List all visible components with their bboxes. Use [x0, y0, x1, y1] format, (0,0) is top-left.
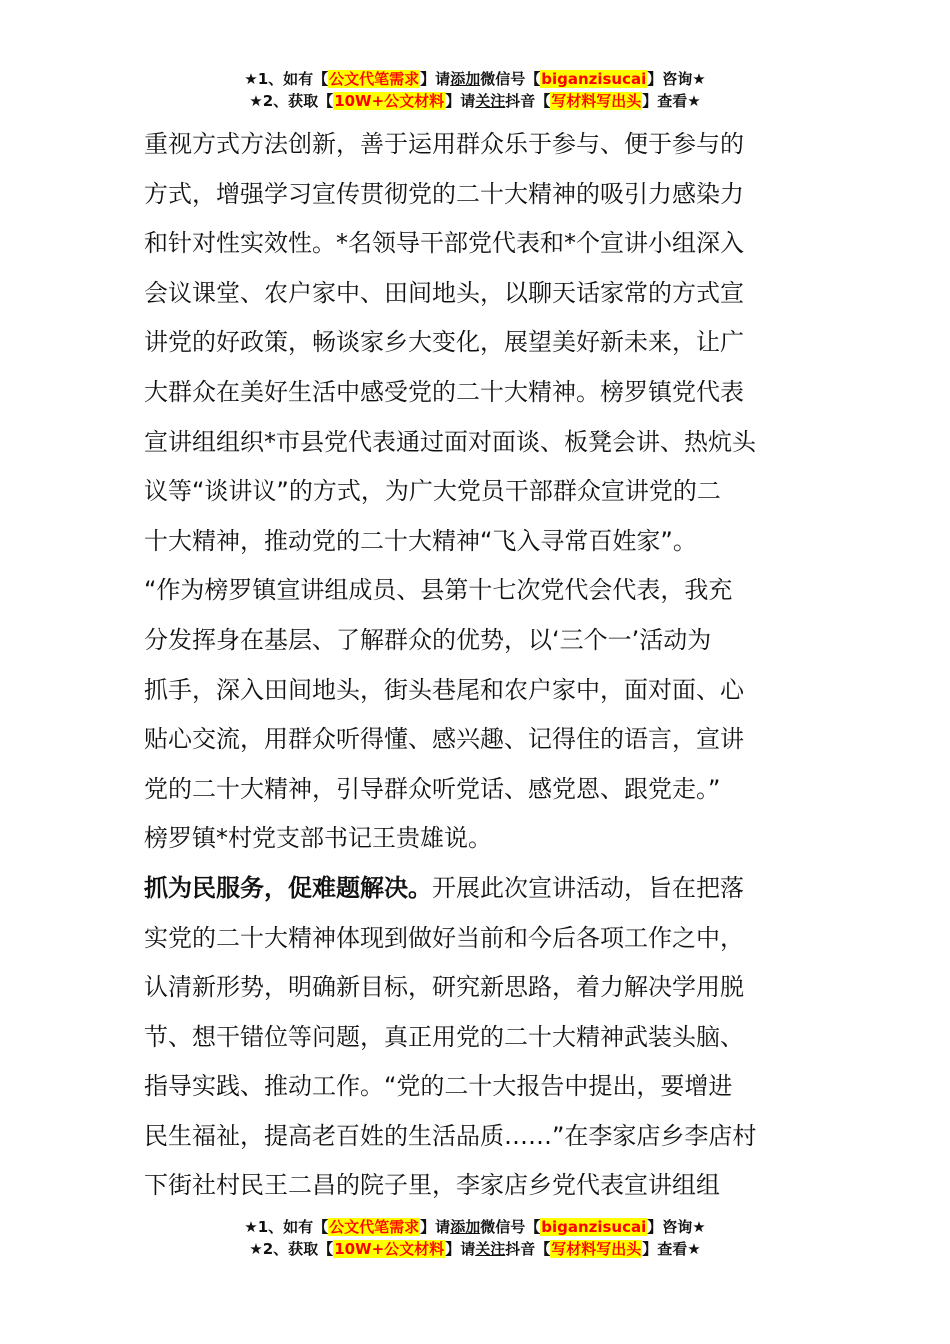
- underlined-text: 关注: [475, 92, 506, 110]
- highlight-service: 公文代笔需求: [329, 70, 420, 88]
- text-line: 指导实践、推动工作。“党的二十大报告中提出，要增进: [144, 1072, 733, 1101]
- paragraph-outreach: [144, 120, 812, 864]
- banner-text: 微信号【: [480, 70, 541, 88]
- banner-text: 】请: [420, 70, 451, 88]
- text-line: 民生福祉，提高老百姓的生活品质……”在李家店乡李店村: [144, 1121, 757, 1150]
- text-line: 大群众在美好生活中感受党的二十大精神。榜罗镇党代表: [144, 377, 744, 406]
- banner-line-2: [0, 1238, 950, 1260]
- banner-text: 】咨询★: [647, 1218, 706, 1236]
- text-line: 认清新形势，明确新目标，研究新思路，着力解决学用脱: [144, 973, 744, 1002]
- banner-line-2: [0, 90, 950, 112]
- text-line: 和针对性实效性。*名领导干部党代表和*个宣讲小组深入: [144, 229, 744, 258]
- highlight-materials: 10W+公文材料: [334, 92, 445, 110]
- banner-text: 抖音【: [505, 92, 551, 110]
- text-line: 节、想干错位等问题，真正用党的二十大精神武装头脑、: [144, 1022, 744, 1051]
- banner-text: 微信号【: [480, 1218, 541, 1236]
- document-body: [144, 120, 812, 1211]
- banner-text: 】查看★: [642, 92, 701, 110]
- highlight-wechat-id: biganzisucai: [541, 1218, 647, 1236]
- underlined-text: 添加: [450, 70, 481, 88]
- banner-text: ★2、获取【: [249, 1240, 334, 1258]
- highlight-douyin-id: 写材料写出头: [551, 92, 642, 110]
- highlight-service: 公文代笔需求: [329, 1218, 420, 1236]
- highlight-materials: 10W+公文材料: [334, 1240, 445, 1258]
- banner-line-1: [0, 68, 950, 90]
- banner-text: ★1、如有【: [244, 1218, 329, 1236]
- text-line: 十大精神，推动党的二十大精神“飞入寻常百姓家”。: [144, 526, 697, 555]
- text-line: 党的二十大精神，引导群众听党话、感党恩、跟党走。”: [144, 774, 721, 803]
- footer-banner: [0, 1216, 950, 1260]
- text-line: 实党的二十大精神体现到做好当前和今后各项工作之中，: [144, 923, 744, 952]
- banner-text: 】请: [420, 1218, 451, 1236]
- highlight-douyin-id: 写材料写出头: [551, 1240, 642, 1258]
- text-line: 讲党的好政策，畅谈家乡大变化，展望美好新未来，让广: [144, 328, 744, 357]
- underlined-text: 添加: [450, 1218, 481, 1236]
- text-line: 下街社村民王二昌的院子里，李家店乡党代表宣讲组组: [144, 1171, 720, 1200]
- text-line: 榜罗镇*村党支部书记王贵雄说。: [144, 824, 492, 853]
- banner-text: ★1、如有【: [244, 70, 329, 88]
- text-line: 议等“谈讲议”的方式，为广大党员干部群众宣讲党的二: [144, 477, 721, 506]
- text-line: 宣讲组组织*市县党代表通过面对面谈、板凳会讲、热炕头: [144, 427, 756, 456]
- text-line: 会议课堂、农户家中、田间地头，以聊天话家常的方式宣: [144, 278, 744, 307]
- text-line: 方式，增强学习宣传贯彻党的二十大精神的吸引力感染力: [144, 179, 744, 208]
- banner-text: 】请: [445, 1240, 476, 1258]
- header-banner: [0, 68, 950, 112]
- highlight-wechat-id: biganzisucai: [541, 70, 647, 88]
- text-line: 贴心交流，用群众听得懂、感兴趣、记得住的语言，宣讲: [144, 725, 744, 754]
- banner-text: ★2、获取【: [249, 92, 334, 110]
- banner-text: 抖音【: [505, 1240, 551, 1258]
- text-line: 分发挥身在基层、了解群众的优势，以‘三个一’活动为: [144, 625, 712, 654]
- underlined-text: 关注: [475, 1240, 506, 1258]
- paragraph-service: [144, 864, 812, 1211]
- banner-line-1: [0, 1216, 950, 1238]
- text-line: “作为榜罗镇宣讲组成员、县第十七次党代会代表，我充: [144, 576, 733, 605]
- section-lead-rest: 开展此次宣讲活动，旨在把落: [432, 873, 744, 902]
- text-line: 抓手，深入田间地头，街头巷尾和农户家中，面对面、心: [144, 675, 744, 704]
- text-line: 重视方式方法创新，善于运用群众乐于参与、便于参与的: [144, 130, 744, 158]
- banner-text: 】查看★: [642, 1240, 701, 1258]
- banner-text: 】请: [445, 92, 476, 110]
- text-line: [144, 864, 812, 914]
- banner-text: 】咨询★: [647, 70, 706, 88]
- section-lead-heading: 抓为民服务，促难题解决。: [144, 873, 432, 902]
